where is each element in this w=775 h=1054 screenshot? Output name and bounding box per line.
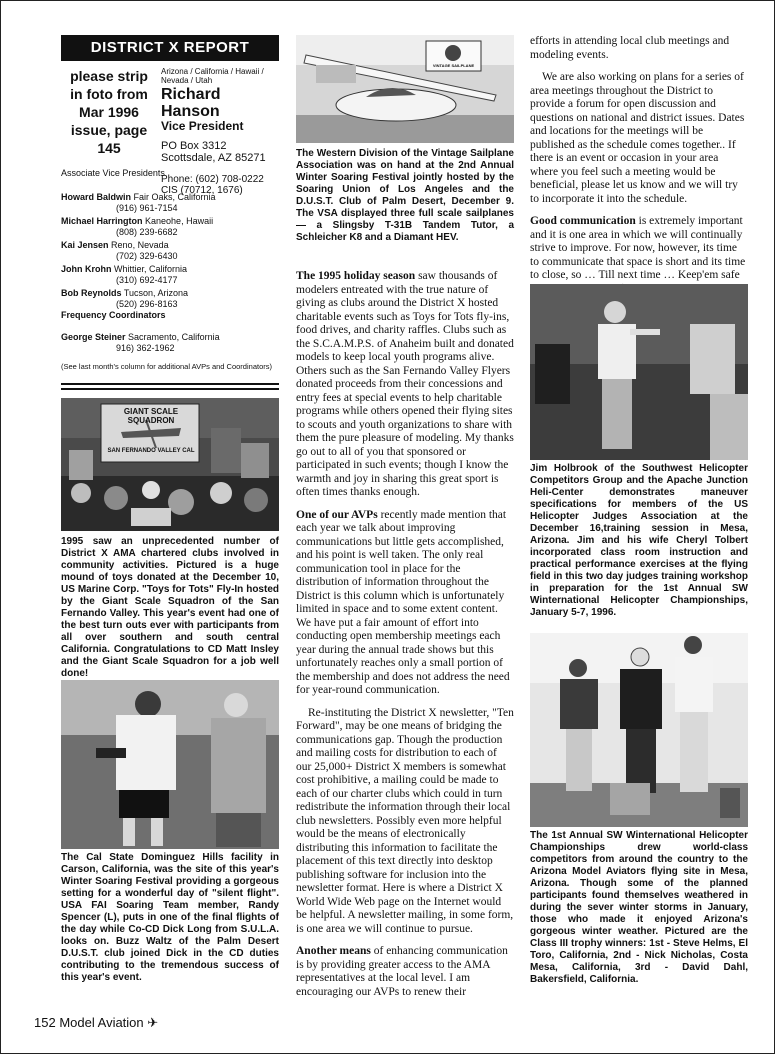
see-last-month-note: (See last month's column for additional AVPs and Coordinators) bbox=[61, 362, 272, 371]
avp-heading: Associate Vice Presidents bbox=[61, 168, 165, 178]
coordinator-city: Sacramento, California bbox=[128, 332, 220, 342]
avp-phone: (520) 296-8163 bbox=[116, 299, 178, 309]
winternational-trophy-photo bbox=[530, 633, 748, 827]
paragraph-lead: The 1995 holiday season bbox=[296, 270, 416, 282]
holbrook-photo-illustration bbox=[530, 284, 748, 460]
vsa-caption: The Western Division of the Vintage Sailplane Association was on hand at the 2nd Annual Winter Soaring Festival jointly hosted by the Soaring Union of Los Angeles and the D.U.S.T. Club of Palm Desert, December 9. The VSA displayed three full scale sailplanes— a Slingsby T-31B Tandem Tutor, a Schleicher K8 and a Diamant HEV. bbox=[296, 148, 514, 243]
strip-note bbox=[61, 67, 157, 157]
divider bbox=[61, 388, 279, 390]
avp-phone: (808) 239-6682 bbox=[116, 227, 178, 237]
avp-phone: (702) 329-6430 bbox=[116, 251, 178, 261]
middle-column bbox=[296, 35, 514, 1015]
frequency-coordinators-heading: Frequency Coordinators bbox=[61, 310, 166, 320]
strip-note-line: Mar 1996 bbox=[79, 104, 139, 120]
avp-name: John Krohn bbox=[61, 264, 112, 274]
address-line: PO Box 3312 bbox=[161, 140, 227, 152]
address-line: Scottsdale, AZ 85271 bbox=[161, 152, 266, 164]
avp-city: Kaneohe, Hawaii bbox=[145, 216, 214, 226]
avp-phone: (310) 692-4177 bbox=[116, 275, 178, 285]
page-footer bbox=[34, 1015, 158, 1031]
coordinator-name: George Steiner bbox=[61, 332, 126, 342]
article-paragraph: efforts in attending local club meetings and modeling events. bbox=[530, 35, 730, 61]
district-states: Arizona / California / Hawaii / Nevada / Utah bbox=[161, 67, 264, 85]
phone-line: Phone: (602) 708-0222 bbox=[161, 174, 264, 185]
avp-entry bbox=[61, 192, 281, 214]
article-paragraph bbox=[296, 509, 514, 698]
district-report-banner: DISTRICT X REPORT bbox=[61, 35, 279, 61]
giant-scale-banner-subtext: SAN FERNANDO VALLEY CAL bbox=[107, 448, 195, 454]
soaring-caption: The Cal State Dominguez Hills facility in Carson, California, was the site of this year's Winter Soaring Festival providing a gorgeous setting for a wonderful day of "silent flight". USA FAI Soaring Team member, Randy Spencer (L), puts in one of the final flights of the day while Co-CD Dick Long from S.U.L.A. looks on. Buzz Waltz of the Palm Desert D.U.S.T. club joined Dick in the CD duties contributing to the tremendous success of this year's event. bbox=[61, 852, 279, 983]
coordinator-phone: 916) 362-1962 bbox=[116, 343, 175, 353]
article-paragraph: Re-instituting the District X newsletter, "Ten Forward", may be one means of bridging the communications gap. Though the production and mailing costs for distribution to each of our 25,000+ District X members is somewhat cost prohibitive, a mailing could be made to each of our charter clubs which could in turn redistribute the information through their local club newsletters. Possibly even more helpful would be the means of electronically distributing this information to facilitate the placement of this text directly into desktop publishing software for inclusion into the newsletter format. Here is where a District X World Wide Web page on the Internet would be helpful. A newsletter mailing, in some form, is one area we will continue to pursue. bbox=[296, 706, 514, 935]
avp-name: Bob Reynolds bbox=[61, 288, 122, 298]
winter-soaring-festival-photo bbox=[61, 680, 279, 849]
right-column bbox=[530, 35, 748, 1015]
paragraph-body: of enhancing communication is by providing greater access to the AMA representatives at the local level. I am encouraging our AVPs to renew their bbox=[296, 945, 508, 998]
paragraph-body: recently made mention that each year we talk about improving communications but little gets accomplished, and his point is well taken. The only real communication tool in place for the distribution of information throughout the District is this column which is unfortunately limited in space and to some extent content. We have put a fair amount of effort into conducting open membership meetings each year during the annual trade shows but this unfortunately reaches only a small portion of the membership and does not address the need for year-round communication. bbox=[296, 508, 510, 696]
page-number: 152 bbox=[34, 1015, 56, 1030]
trophy-photo-illustration bbox=[530, 633, 748, 827]
frequency-coordinator-entry bbox=[61, 332, 281, 354]
giant-scale-banner-text: GIANT SCALE SQUADRON bbox=[123, 407, 179, 425]
vp-title: Vice President bbox=[161, 119, 244, 133]
article-column-right bbox=[530, 35, 748, 305]
article-column-middle bbox=[296, 270, 514, 1008]
avp-entry bbox=[61, 216, 281, 238]
vsa-logo-text: VINTAGE SAILPLANE bbox=[432, 63, 475, 68]
article-paragraph: We are also working on plans for a series of area meetings throughout the District to provide a forum for open discussion and questions on national and district issues. Dates and locations for the meetings will be published as the schedule comes together.. If there is an event or occasion in your area where you feel such a meeting would be beneficial, please let us know and we will try to incorporate it into the schedule. bbox=[530, 71, 745, 205]
toys-caption: 1995 saw an unprecedented number of District X AMA chartered clubs involved in community activities. Pictured is a huge mound of toys donated at the December 10, US Marine Corp. "Toys for Tots" Fly-In hosted by the Giant Scale Squadron of the San Fernando Valley. This year's event had one of the best turn outs ever with participants from all over southern and south central California. Congratulations to CD Matt Insley and the Giant Scale Squadron for a job well done! bbox=[61, 536, 279, 679]
cis-line: CIS (70712, 1676) bbox=[161, 185, 243, 196]
article-paragraph bbox=[296, 270, 514, 500]
magazine-name: Model Aviation ✈ bbox=[59, 1015, 159, 1030]
soaring-photo-illustration bbox=[61, 680, 279, 849]
toys-for-tots-photo bbox=[61, 398, 279, 531]
divider bbox=[61, 383, 279, 385]
avp-city: Whittier, California bbox=[114, 264, 188, 274]
vintage-sailplane-photo bbox=[296, 35, 514, 143]
avp-list bbox=[61, 192, 281, 312]
paragraph-lead: Another means bbox=[296, 945, 371, 957]
paragraph-body: is extremely important and it is one area in which we will continually strive to improve. For now, however, its time to communicate that space is short and its time to close, so … Till next time … Keep'em safe bbox=[530, 215, 746, 281]
vp-address bbox=[161, 140, 281, 164]
vice-president-block bbox=[161, 67, 281, 196]
paragraph-lead: Good communication bbox=[530, 215, 636, 227]
strip-note-line: 145 bbox=[97, 140, 121, 156]
vp-name: Richard Hanson bbox=[161, 86, 221, 120]
paragraph-lead: One of our AVPs bbox=[296, 508, 378, 521]
holbrook-caption: Jim Holbrook of the Southwest Helicopter Competitors Group and the Apache Junction Heli-Center demonstrates maneuver specifications for members of the US Helicopter Judges Association at the December 16,training session in Mesa, Arizona. Jim and his wife Cheryl Tolbert incorporated class room instruction and practical performance exercises at the flying field in this two day judges training workshop in preparation for the 1st Annual SW Winternational Helicopter Championships, January 5-7, 1996. bbox=[530, 463, 748, 618]
avp-city: Fair Oaks, California bbox=[133, 192, 216, 202]
avp-entry bbox=[61, 240, 281, 262]
sailplane-photo-illustration bbox=[296, 35, 514, 143]
strip-note-line: issue, page bbox=[70, 122, 148, 138]
avp-name: Howard Baldwin bbox=[61, 192, 132, 202]
avp-city: Reno, Nevada bbox=[111, 240, 169, 250]
avp-city: Tucson, Arizona bbox=[123, 288, 189, 298]
article-paragraph bbox=[296, 945, 514, 999]
strip-note-line: in foto from bbox=[70, 86, 148, 102]
avp-name: Michael Harrington bbox=[61, 216, 143, 226]
winternational-caption: The 1st Annual SW Winternational Helicopter Championships drew world-class competitors from around the country to the Arizona Model Aviators flying site in Mesa, Arizona. Though some of the planned participants found themselves weathered in during the sever winter storms in January, those who made it enjoyed Arizona's gorgeous winter weather. Pictured are the Class III trophy winners: 1st - Steve Helms, El Toro, California, 2nd - Nick Nicholas, Costa Mesa, California, 3rd - David Dahl, Bakersfield, California. bbox=[530, 830, 748, 985]
avp-entry bbox=[61, 264, 281, 286]
paragraph-body: saw thousands of modelers entreated with the true nature of giving as clubs around the District X hosted charitable events such as Toys for Tots fly-ins, food drives, and charity raffles. Clubs such as the S.C.A.M.P.S. of Anaheim built and donated models to keep local youth programs alive. Others such as the San Fernando Valley Flyers donated proceeds from their concessions and entry fees at special events to help charitable programs while others opened their flying sites to scouts and youth organizations to share with them the pure pleasure of modeling. My thanks go out to all of you that sponsored or participated in such events; though I know the warmth and joy in sharing this great sport is often times thanks enough. bbox=[296, 270, 514, 498]
avp-entry bbox=[61, 288, 281, 310]
avp-phone: (916) 961-7154 bbox=[116, 203, 178, 213]
avp-name: Kai Jensen bbox=[61, 240, 109, 250]
left-column bbox=[61, 35, 279, 1015]
holbrook-training-photo bbox=[530, 284, 748, 460]
strip-note-line: please strip bbox=[70, 68, 148, 84]
